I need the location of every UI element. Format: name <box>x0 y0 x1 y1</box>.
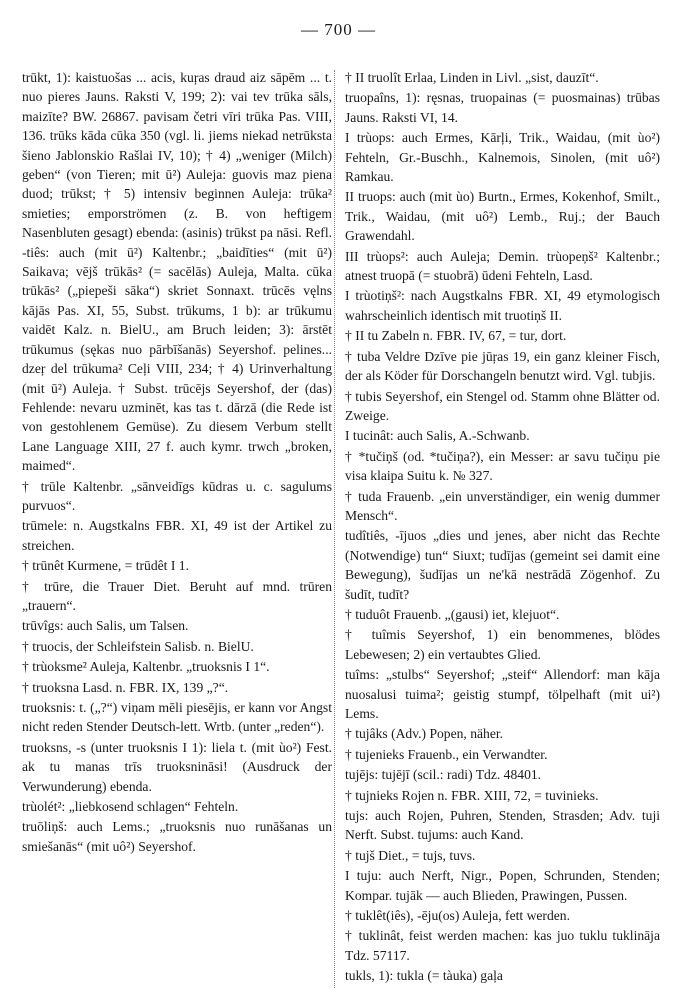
dictionary-entry: † tujâks (Adv.) Popen, näher. <box>345 726 504 742</box>
dictionary-entry: truoksnis: t. („?“) viņam mēli piesējis, er kann vor Angst nicht reden Stender Deutsch-lett. Wrtb. (unter „reden“). <box>22 700 332 735</box>
dictionary-entry: † tuîmis Seyershof, 1) ein benommenes, blödes Lebewesen; 2) ein vertaubtes Glied. <box>345 627 660 662</box>
dictionary-entry: † trūre, die Trauer Diet. Beruht auf mnd. trūren „trauern“. <box>22 578 332 613</box>
dictionary-entry: trūkt, 1): kaistuošas ... acis, kuŗas draud aiz sāpēm ... t. nuo pieres Jauns. Raksti V, 199; 2): vai tev trūka sāls, maizīte? BW. 26867. pavisam četri vīri trūka Pas. VIII, 136. trūks kāda cūka 350 (vgl. li. jiems niekad netrūksta šieno Jablonskio Rašlai IV, 10); † 4) „weniger (Milch) geben“ (von Tieren; mit ū²) Auleja: guovis maz piena duod; trūkst; † 5) intensiv beginnen Auleja: trūka² smieties; emporströmen (z. B. von heftigem Nasenbluten gesagt) ebenda: (asinis) trūkst pa nāsi. Refl. -tiês: auch (mit ū²) Kaltenbr.; „baidīties“ (mit ū²) Saikava; vējš trūkās² (= sacēlās) Auleja, Malta. cūka trūkās² („piepeši sāka“) skriet Sonnaxt. trūcēs vęlns kājās Pas. XI, 55, Subst. trūkums, 1 b): ar trūkumu vaidēt Kalz. n. BielU., am Bruch leiden; 3): ārstēt trūkumus (sękas nuo pārbīšanās) Seyershof. pelines... dzeŗ del trūkuma² Ceļi VIII, 234; † 4) Urinverhaltung (mit ū²) Auleja. † Subst. trūcējs Seyershof, der (das) Fehlende: nevaru uzminēt, kas tas t. dārzā (die Rede ist von gestohlenem Gemüse). Zu diesem Verbum stellt Lane Language XIII, 27 f. auch kymr. trwch „broken, maimed“. <box>22 70 332 474</box>
dictionary-entry: † tuduôt Frauenb. „(gausi) iet, klejuot“. <box>345 606 560 622</box>
dictionary-entry: truoksns, -s (unter truoksnis I 1): liela t. (mit ùo²) Fest. ak tu manas trīs truoksnināsi! (Ausdruck der Verwunderung) ebenda. <box>22 739 332 794</box>
dictionary-entry: III trùops²: auch Auleja; Demin. trùopeņš² Kaltenbr.; atnest truopā (= stuobrā) ūdeni Fehteln, Lasd. <box>345 248 660 284</box>
dictionary-entry: trūmele: n. Augstkalns FBR. XI, 49 ist der Artikel zu streichen. <box>22 518 332 553</box>
dictionary-entry: I trùops: auch Ermes, Kārļi, Trik., Waidau, (mit ùo²) Fehteln, Gr.-Buschh., Kalnemois, Sinolen, (mit uô²) Ramkau. <box>345 130 660 185</box>
dictionary-entry: truopaîns, 1): ręsnas, truopainas (= puosmainas) trūbas Jauns. Raksti VI, 14. <box>345 90 660 125</box>
dictionary-entry: tujs: auch Rojen, Puhren, Stenden, Strasden; Adv. tuji Nerft. Subst. tujums: auch Kand. <box>345 808 660 843</box>
left-column <box>22 68 332 856</box>
dictionary-entry: truōliņš: auch Lems.; „truoksnis nuo runāšanas un smiešanās“ (mit uô²) Seyershof. <box>22 819 332 854</box>
dictionary-entry: † *tučiņš (od. *tučiņa?), ein Messer: ar savu tučiņu pie visa klaipa Suitu k. № 327. <box>345 448 660 484</box>
column-divider <box>334 70 335 988</box>
dictionary-entry: tudîtiês, -ījuos „dies und jenes, aber nicht das Rechte (Notwendige) tun“ Siuxt; tudījas (gemeint sei damit eine Bewegung), šudījas un ne'kā nestrādā Zögenhof. Zu šudīt, tudīt? <box>345 528 660 602</box>
dictionary-entry: † trūnêt Kurmene, = trūdêt I 1. <box>22 558 189 574</box>
dictionary-entry: † tuba Veldre Dzīve pie jūŗas 19, ein ganz kleiner Fisch, der als Köder für Dorschangeln benutzt wird. Vgl. tubjis. <box>345 348 660 384</box>
dictionary-entry: † II truolît Erlaa, Linden in Livl. „sist, dauzīt“. <box>345 70 599 85</box>
dictionary-entry: † truocis, der Schleifstein Salisb. n. BielU. <box>22 638 254 654</box>
dictionary-entry: I tuju: auch Nerft, Nigr., Popen, Schrunden, Stenden; Kompar. tujāk — auch Blieden, Prawingen, Pussen. <box>345 868 660 903</box>
dictionary-entry: † II tu Zabeln n. FBR. IV, 67, = tur, dort. <box>345 328 567 344</box>
dictionary-entry: † trūle Kaltenbr. „sānveidīgs kūdras u. c. sagulums purvuos“. <box>22 478 332 513</box>
dictionary-entry: trūvîgs: auch Salis, um Talsen. <box>22 618 189 634</box>
dictionary-entry: † trùoksme² Auleja, Kaltenbr. „truoksnis I 1“. <box>22 659 270 675</box>
dictionary-entry: II truops: auch (mit ùo) Burtn., Ermes, Kokenhof, Smilt., Trik., Waidau, (mit uô²) Lemb., Ruj.; der Bauch Grawendahl. <box>345 189 660 244</box>
page-number: — 700 — <box>301 20 376 39</box>
dictionary-entry: † tujnieks Rojen n. FBR. XIII, 72, = tuvinieks. <box>345 787 599 803</box>
dictionary-entry: † truoksna Lasd. n. FBR. IX, 139 „?“. <box>22 679 229 695</box>
dictionary-entry: † tujenieks Frauenb., ein Verwandter. <box>345 746 548 762</box>
dictionary-entry: tujējs: tujējī (scil.: radi) Tdz. 48401. <box>345 767 542 783</box>
dictionary-entry: trùolét²: „liebkosend schlagen“ Fehteln. <box>22 799 239 815</box>
dictionary-entry: † tuda Frauenb. „ein unverständiger, ein wenig dummer Mensch“. <box>345 488 660 523</box>
dictionary-entry: † tubis Seyershof, ein Stengel od. Stamm ohne Blätter od. Zweige. <box>345 388 660 423</box>
dictionary-entry: † tujš Diet., = tujs, tuvs. <box>345 847 476 863</box>
dictionary-entry: tuîms: „stulbs“ Seyershof; „steif“ Allendorf: man kāja nuosalusi tuima²; geistig stumpf, tölpelhaft (mit ui²) Lems. <box>345 667 660 721</box>
dictionary-entry: tukls, 1): tukla (= tàuka) gaļa <box>345 968 503 984</box>
right-column <box>345 68 660 986</box>
dictionary-entry: † tuklinât, feist werden machen: kas juo tuklu tuklināja Tdz. 57117. <box>345 928 660 963</box>
dictionary-entry: I trùotiņš²: nach Augstkalns FBR. XI, 49 etymologisch wahrscheinlich identisch mit truotiņš II. <box>345 288 660 323</box>
dictionary-entry: I tucinât: auch Salis, A.-Schwanb. <box>345 428 530 444</box>
dictionary-entry: † tuklêt(iês), -ēju(os) Auleja, fett werden. <box>345 908 570 924</box>
